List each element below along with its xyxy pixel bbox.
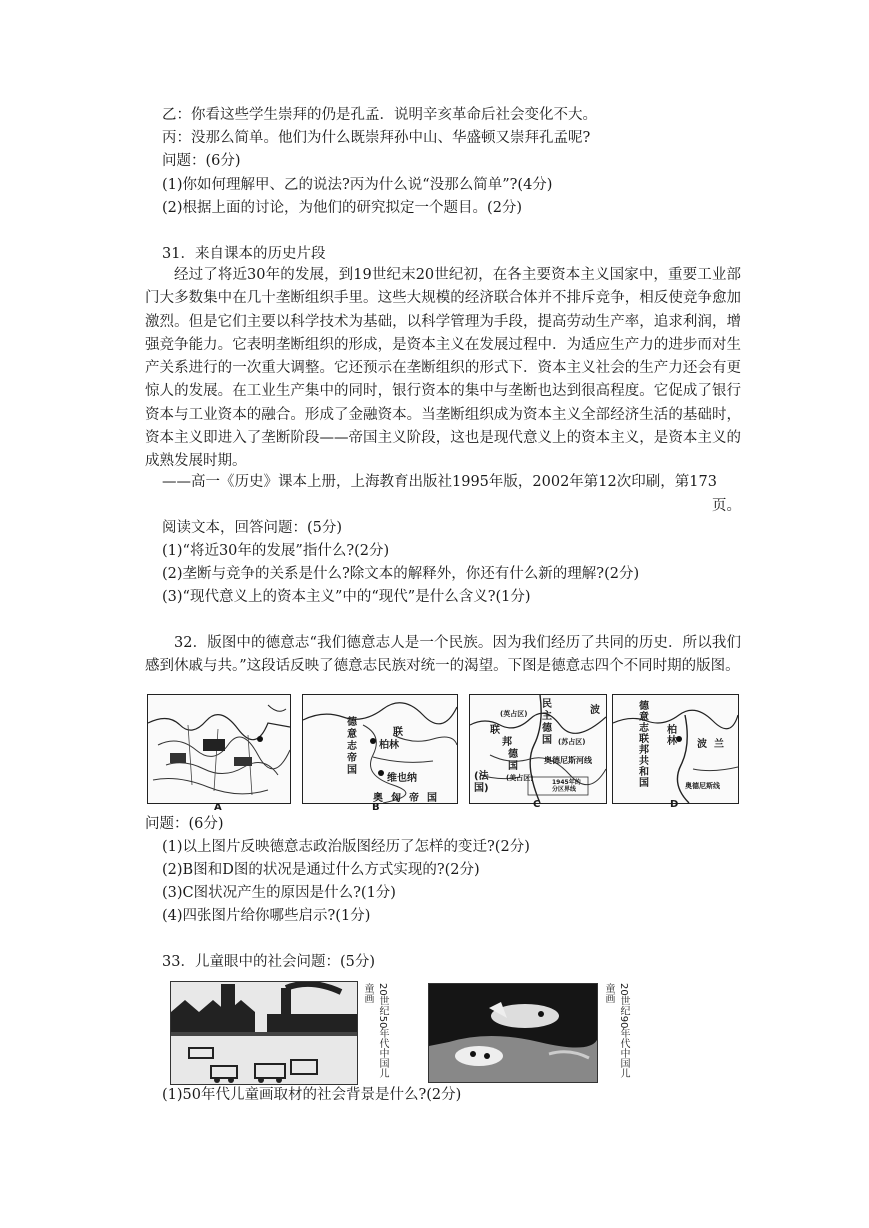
map-d-label-berlin: 柏 林 [667,725,677,747]
source-main: ——高一《历史》课本上册，上海教育出版社1995年版，2002年第12次印刷，第173 [162,474,717,490]
map-d-label-frg: 德 意 志 联 邦 共 和 国 [639,701,649,789]
map-c-label-frg: 联 邦 德 国 [490,725,518,772]
question-32-label: 问题：(6分) [145,816,224,832]
question-31-instruction: 阅读文本，回答问题：(5分) [162,520,343,536]
drawing-90s-art [429,984,597,1082]
map-c-caption: C [533,799,541,810]
question-32-1: (1)以上图片反映德意志政治版图经历了怎样的变迁?(2分) [162,839,530,855]
map-c [469,694,607,804]
question-31-heading: 31．来自课本的历史片段 [162,246,326,262]
map-b-label-vienna: 维也纳 [387,773,417,784]
map-d [612,694,739,804]
map-d-caption: D [670,799,679,810]
question-32-3: (3)C图状况产生的原因是什么?(1分) [162,885,396,901]
map-d-label-poland: 波 兰 [697,739,724,750]
caption-drawing-90s: 20世纪90年代中国儿童画 [603,983,629,1079]
source-tail: 页。 [712,498,741,514]
dialogue-bing: 丙：没那么简单。他们为什么既崇拜孙中山、华盛顿又崇拜孔孟呢? [162,130,591,146]
question-31-3: (3)“现代意义上的资本主义”中的“现代”是什么含义?(1分) [162,589,531,605]
question-32-2: (2)B图和D图的状况是通过什么方式实现的?(2分) [162,862,480,878]
passage-source [145,470,741,518]
question-31-1: (1)“将近30年的发展”指什么?(2分) [162,543,390,559]
map-c-label-poland: 波 [590,705,600,716]
map-b-label-berlin: 柏林 [379,740,399,751]
drawing-50s-art [171,982,357,1084]
question-32-intro: 32．版图中的德意志“我们德意志人是一个民族。因为我们经历了共同的历史．所以我们感到休戚与共。”这段话反映了德意志民族对统一的渴望。下图是德意志四个不同时期的版图。 [145,635,741,674]
children-drawing-90s [428,983,598,1083]
map-c-label-french-zone: (法 国) [474,771,489,794]
map-b-caption: B [372,802,380,813]
dialogue-yi: 乙：你看这些学生崇拜的仍是孔孟．说明辛亥革命后社会变化不大。 [162,107,597,123]
map-d-label-oder-neisse: 奥德尼斯线 [685,782,720,790]
map-c-legend: 1945年的 分区界线 [552,779,581,793]
question-30-1: (1)你如何理解甲、乙的说法?丙为什么说“没那么简单”?(4分) [162,177,553,193]
map-c-label-american-zone: (美占区) [506,774,534,782]
map-b-label-austria-hungary: 奥匈帝国 [373,793,445,804]
children-drawing-50s [170,981,358,1085]
map-c-label-british-zone: (英占区) [500,710,528,718]
questions-label: 问题：(6分) [162,153,241,169]
map-b-label-german-empire: 德 意 志 帝 国 [347,717,357,776]
question-32-4: (4)四张图片给你哪些启示?(1分) [162,908,371,924]
question-30-2: (2)根据上面的讨论，为他们的研究拟定一个题目。(2分) [162,200,523,216]
map-b-label-lian: 联 [393,727,403,738]
question-33-1: (1)50年代儿童画取材的社会背景是什么?(2分) [162,1087,462,1103]
map-c-label-soviet-zone: (苏占区) [558,738,586,746]
map-c-label-gdr: 民主 德 国 [542,699,552,746]
map-a [147,694,291,804]
question-31-passage: 经过了将近30年的发展，到19世纪末20世纪初，在各主要资本主义国家中，重要工业部门大多数集中在几十垄断组织手里。这些大规模的经济联合体并不排斥竞争，相反使竞争愈加激烈。但是它们主要以科学技术为基础，以科学管理为手段，提高劳动生产率，追求利润，增强竞争能力。它表明垄断组织的形成，是资本主义在发展过程中．为适应生产力的进步而对生产关系进行的一次重大调整。它还预示在垄断组织的形式下．资本主义社会的生产力还会有更惊人的发展。在工业生产集中的同时，银行资本的集中与垄断也达到很高程度。它促成了银行资本与工业资本的融合。形成了金融资本。当垄断组织成为资本主义全部经济生活的基础时，资本主义即进入了垄断阶段——帝国主义阶段，这也是现代意义上的资本主义，是资本主义的成熟发展时期。 [145,267,741,470]
map-a-caption: A [214,802,222,813]
map-a-drawing [148,695,290,803]
question-31-2: (2)垄断与竞争的关系是什么?除文本的解释外，你还有什么新的理解?(2分) [162,566,640,582]
caption-drawing-50s: 20世纪50年代中国儿童画 [362,983,388,1079]
map-c-label-oder-neisse: 奥德尼斯河线 [544,756,592,765]
question-33-heading: 33．儿童眼中的社会问题：(5分) [162,954,375,970]
map-b [302,694,458,804]
